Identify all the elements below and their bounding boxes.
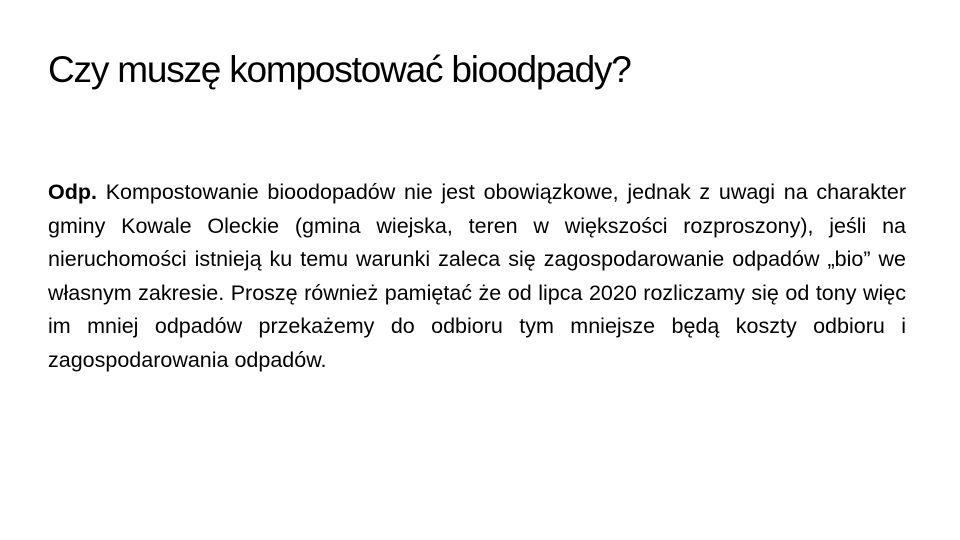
answer-paragraph <box>48 176 906 377</box>
slide-title: Czy muszę kompostować bioodpady? <box>48 49 631 90</box>
answer-lead: Odp. <box>48 180 97 204</box>
answer-text: Kompostowanie bioodopadów nie jest obowiązkowe, jednak z uwagi na charakter gminy Kowale Oleckie (gmina wiejska, teren w większości rozproszony), jeśli na nieruchomości istnieją ku temu warunki zaleca się zagospodarowanie odpadów „bio” we własnym zakresie. Proszę również pamiętać że od lipca 2020 rozliczamy się od tony więc im mniej odpadów przekażemy do odbioru tym mniejsze będą koszty odbioru i zagospodarowania odpadów. <box>48 180 906 372</box>
